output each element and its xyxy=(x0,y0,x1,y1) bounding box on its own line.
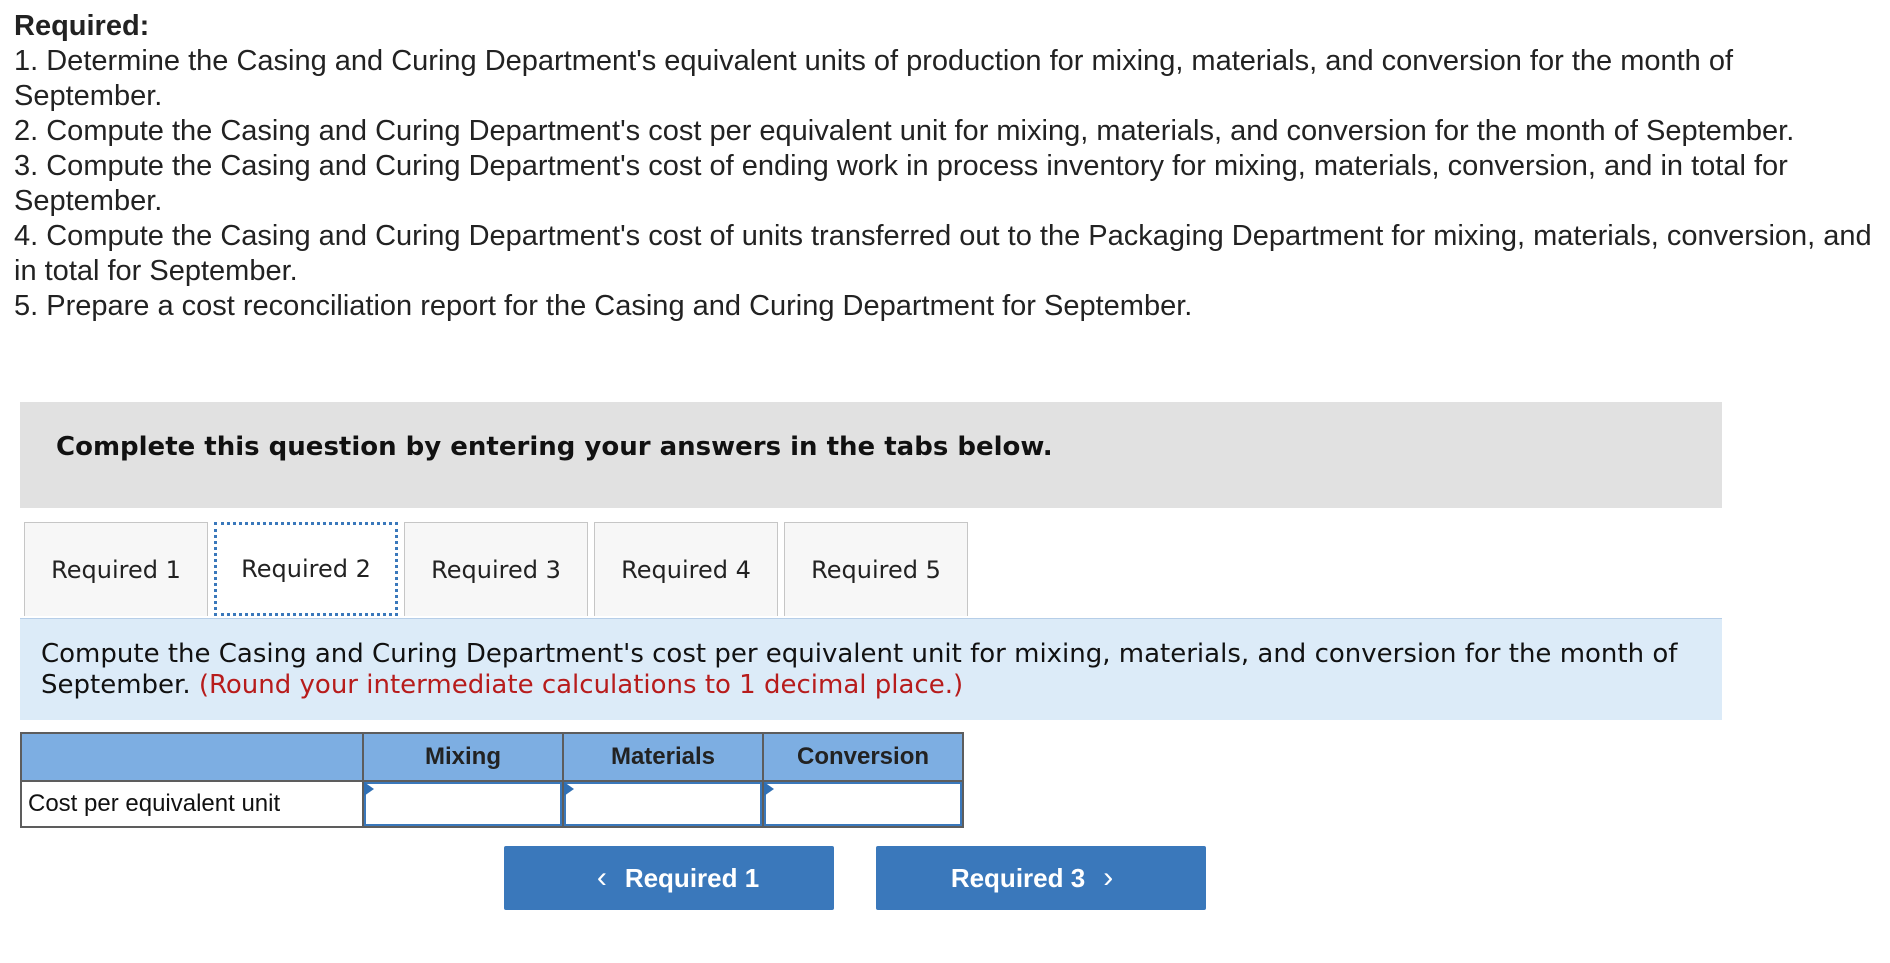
row-label: Cost per equivalent unit xyxy=(21,781,363,827)
answer-table xyxy=(20,732,964,828)
rounding-note: (Round your intermediate calculations to 1 decimal place.) xyxy=(198,670,964,700)
tab-instruction xyxy=(20,618,1722,720)
required-heading: Required: xyxy=(14,10,150,42)
banner-text: Complete this question by entering your answers in the tabs below. xyxy=(56,432,1053,462)
tab-required-4[interactable]: Required 4 xyxy=(594,522,778,616)
tab-bar xyxy=(24,522,974,618)
input-flag-icon xyxy=(364,782,374,796)
materials-cell xyxy=(563,781,763,827)
required-item-1: 1. Determine the Casing and Curing Department's equivalent units of production for mixing, materials, and conversion for the month of September. xyxy=(14,45,1734,112)
mixing-input[interactable] xyxy=(364,782,562,826)
tab-required-3[interactable]: Required 3 xyxy=(404,522,588,616)
input-flag-icon xyxy=(564,782,574,796)
instruction-text: Compute the Casing and Curing Department's cost per equivalent unit for mixing, materials, and conversion for the month of September. xyxy=(41,639,1678,700)
materials-input[interactable] xyxy=(564,782,762,826)
chevron-left-icon: ‹ xyxy=(596,861,607,894)
next-required-button[interactable] xyxy=(876,846,1206,910)
conversion-input[interactable] xyxy=(764,782,962,826)
tab-required-1[interactable]: Required 1 xyxy=(24,522,208,616)
required-item-5: 5. Prepare a cost reconciliation report for the Casing and Curing Department for September. xyxy=(14,290,1193,322)
mixing-cell xyxy=(363,781,563,827)
header-mixing: Mixing xyxy=(363,733,563,781)
required-item-2: 2. Compute the Casing and Curing Department's cost per equivalent unit for mixing, materials, and conversion for the month of September. xyxy=(14,115,1795,147)
table-header-row xyxy=(21,733,963,781)
required-section xyxy=(14,8,1884,324)
next-button-label: Required 3 xyxy=(950,862,1086,893)
input-flag-icon xyxy=(764,782,774,796)
instructions-banner xyxy=(20,402,1722,508)
prev-required-button[interactable] xyxy=(504,846,834,910)
header-materials: Materials xyxy=(563,733,763,781)
header-conversion: Conversion xyxy=(763,733,963,781)
required-item-4: 4. Compute the Casing and Curing Department's cost of units transferred out to the Packaging Department for mixing, materials, conversion, and in total for September. xyxy=(14,220,1872,287)
conversion-cell xyxy=(763,781,963,827)
chevron-right-icon: › xyxy=(1103,861,1114,894)
required-item-3: 3. Compute the Casing and Curing Department's cost of ending work in process inventory for mixing, materials, conversion, and in total for September. xyxy=(14,150,1788,217)
table-row xyxy=(21,781,963,827)
prev-button-label: Required 1 xyxy=(624,862,760,893)
tab-required-5[interactable]: Required 5 xyxy=(784,522,968,616)
header-blank xyxy=(21,733,363,781)
tab-required-2[interactable]: Required 2 xyxy=(214,522,398,616)
